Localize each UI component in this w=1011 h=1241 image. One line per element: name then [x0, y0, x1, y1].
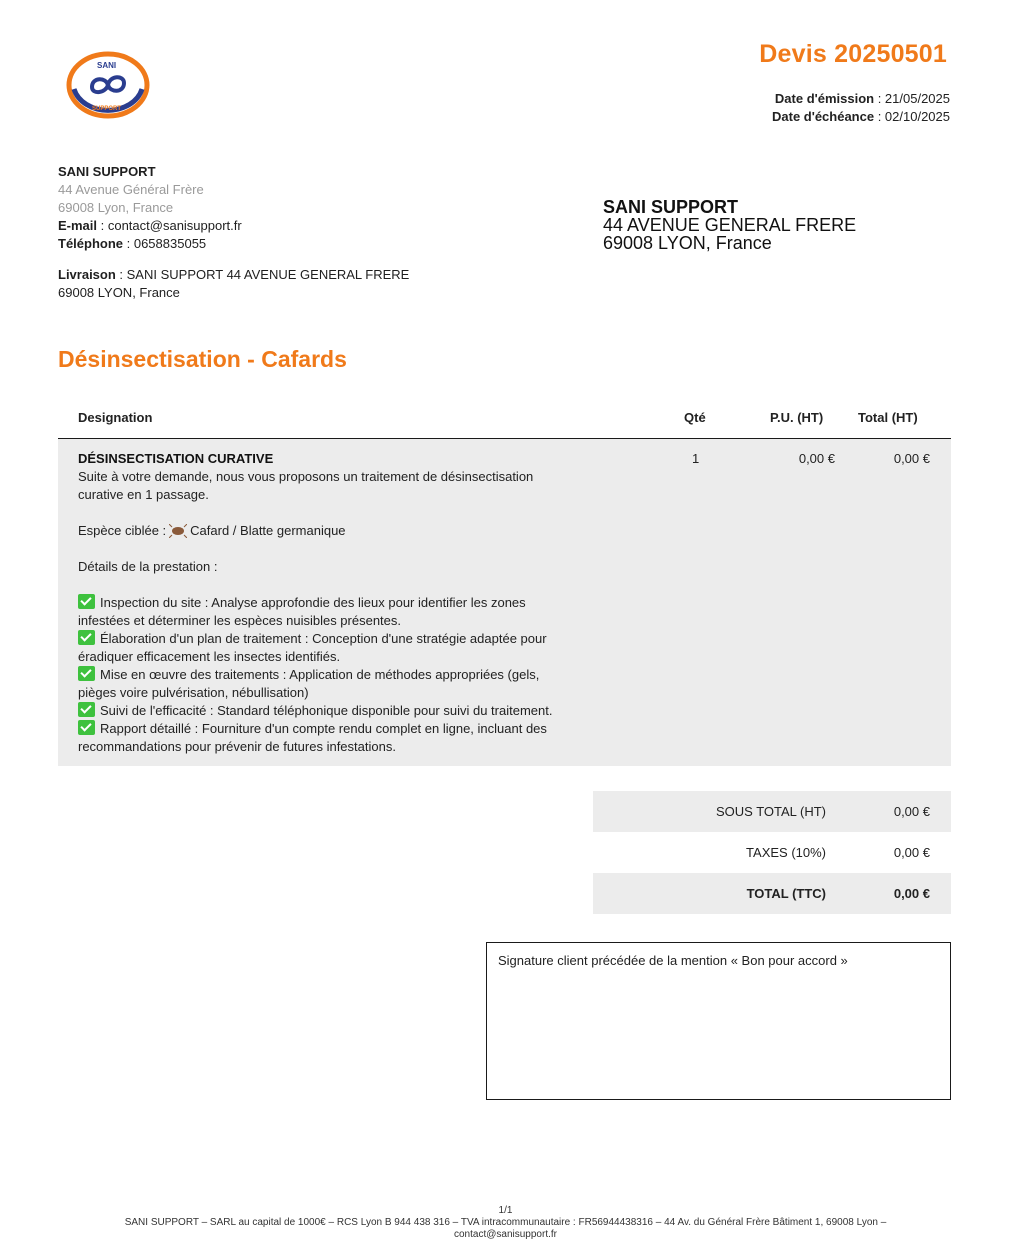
recipient-block: [603, 198, 856, 252]
detail-item-followup: [78, 702, 658, 720]
issue-date-value: : 21/05/2025: [874, 91, 950, 106]
sender-block: [58, 163, 242, 253]
cockroach-icon: [169, 524, 187, 538]
delivery-line-2: 69008 LYON, France: [58, 285, 180, 300]
header-total: Total (HT): [858, 410, 918, 425]
signature-box[interactable]: [486, 942, 951, 1100]
tax-row: [593, 832, 951, 873]
row-intro-2: curative en 1 passage.: [78, 487, 209, 502]
detail-item-line-1: Suivi de l'efficacité : Standard téléphonique disponible pour suivi du traitement.: [100, 703, 553, 718]
issue-date-label: Date d'émission: [774, 91, 875, 106]
subtotal-value: 0,00 €: [893, 804, 930, 819]
recipient-address-2: 69008 LYON, France: [603, 233, 772, 253]
total-row: [593, 873, 951, 914]
row-qty: 1: [692, 451, 700, 466]
detail-item-line-1: Élaboration d'un plan de traitement : Conception d'une stratégie adaptée pour: [100, 631, 547, 646]
row-title: DÉSINSECTISATION CURATIVE: [78, 451, 274, 466]
header-designation: Designation: [78, 410, 153, 425]
subtotal-label: SOUS TOTAL (HT): [715, 804, 826, 819]
sani-support-logo-icon: [66, 51, 150, 119]
detail-item-line-1: Mise en œuvre des traitements : Application de méthodes appropriées (gels,: [100, 667, 540, 682]
sender-address-1: 44 Avenue Général Frère: [58, 182, 204, 197]
subtotal-row: [593, 791, 951, 832]
detail-item-plan: [78, 630, 658, 666]
detail-item-line-1: Rapport détaillé : Fourniture d'un compte rendu complet en ligne, incluant des: [100, 721, 547, 736]
details-label: Détails de la prestation :: [78, 559, 218, 574]
check-icon: [78, 666, 95, 681]
tax-label: TAXES (10%): [746, 845, 826, 860]
page-footer: [0, 1205, 1011, 1241]
sender-email-value: : contact@sanisupport.fr: [97, 218, 242, 233]
sender-name: SANI SUPPORT: [58, 164, 156, 179]
totals-block: [593, 791, 951, 914]
check-icon: [78, 594, 95, 609]
species-value: Cafard / Blatte germanique: [190, 523, 346, 538]
detail-item-line-1: Inspection du site : Analyse approfondie des lieux pour identifier les zones: [100, 595, 526, 610]
table-header: [58, 400, 951, 439]
sender-phone-label: Téléphone: [58, 236, 124, 251]
row-unit-price: 0,00 €: [798, 451, 835, 466]
due-date-label: Date d'échéance: [772, 109, 875, 124]
detail-item-line-2: pièges voire pulvérisation, nébullisation): [78, 685, 309, 700]
check-icon: [78, 630, 95, 645]
check-icon: [78, 720, 95, 735]
section-title: Désinsectisation - Cafards: [58, 346, 347, 372]
company-logo: [66, 51, 150, 119]
table-row: [58, 439, 951, 766]
delivery-line-1: : SANI SUPPORT 44 AVENUE GENERAL FRERE: [115, 267, 410, 282]
detail-item-inspection: [78, 594, 658, 630]
header-qty: Qté: [684, 410, 706, 425]
detail-item-report: [78, 720, 658, 756]
row-total: 0,00 €: [893, 451, 930, 466]
detail-item-treatment: [78, 666, 658, 702]
detail-item-line-2: infestées et déterminer les espèces nuisibles présentes.: [78, 613, 402, 628]
recipient-name: SANI SUPPORT: [603, 197, 739, 217]
check-icon: [78, 702, 95, 717]
row-intro-1: Suite à votre demande, nous vous proposons un traitement de désinsectisation: [78, 469, 534, 484]
sender-address-2: 69008 Lyon, France: [58, 200, 174, 215]
due-date-line: [772, 108, 950, 126]
quote-title: Devis 20250501: [759, 40, 947, 68]
quote-dates: [772, 90, 950, 126]
page-number: 1/1: [498, 1205, 513, 1216]
sender-phone-line: [58, 235, 242, 253]
issue-date-line: [772, 90, 950, 108]
tax-value: 0,00 €: [893, 845, 930, 860]
species-line: [78, 522, 658, 540]
total-label: TOTAL (TTC): [746, 886, 826, 901]
footer-legal-line-1: SANI SUPPORT – SARL au capital de 1000€ – RCS Lyon B 944 438 316 – TVA intracommunautaire : FR56944438316 – 44 Av. du Général Frère Bâtiment 1, 69008 Lyon –: [124, 1217, 887, 1228]
species-prefix: Espèce ciblée :: [78, 523, 167, 538]
row-description: [78, 450, 658, 756]
delivery-label: Livraison: [58, 267, 116, 282]
header-unit-price: P.U. (HT): [770, 410, 824, 425]
signature-label: Signature client précédée de la mention « Bon pour accord »: [498, 953, 848, 968]
sender-phone-value: : 0658835055: [123, 236, 207, 251]
detail-item-line-2: éradiquer efficacement les insectes identifiés.: [78, 649, 341, 664]
svg-text:SUPPORT: SUPPORT: [92, 106, 122, 112]
sender-email-label: E-mail: [58, 218, 98, 233]
delivery-block: [58, 266, 409, 302]
footer-legal-line-2: contact@sanisupport.fr: [454, 1229, 557, 1240]
total-value: 0,00 €: [893, 886, 930, 901]
sender-email-line: [58, 217, 242, 235]
detail-item-line-2: recommandations pour prévenir de futures infestations.: [78, 739, 396, 754]
recipient-address-1: 44 AVENUE GENERAL FRERE: [603, 215, 857, 235]
svg-text:SANI: SANI: [97, 61, 117, 70]
due-date-value: : 02/10/2025: [874, 109, 950, 124]
